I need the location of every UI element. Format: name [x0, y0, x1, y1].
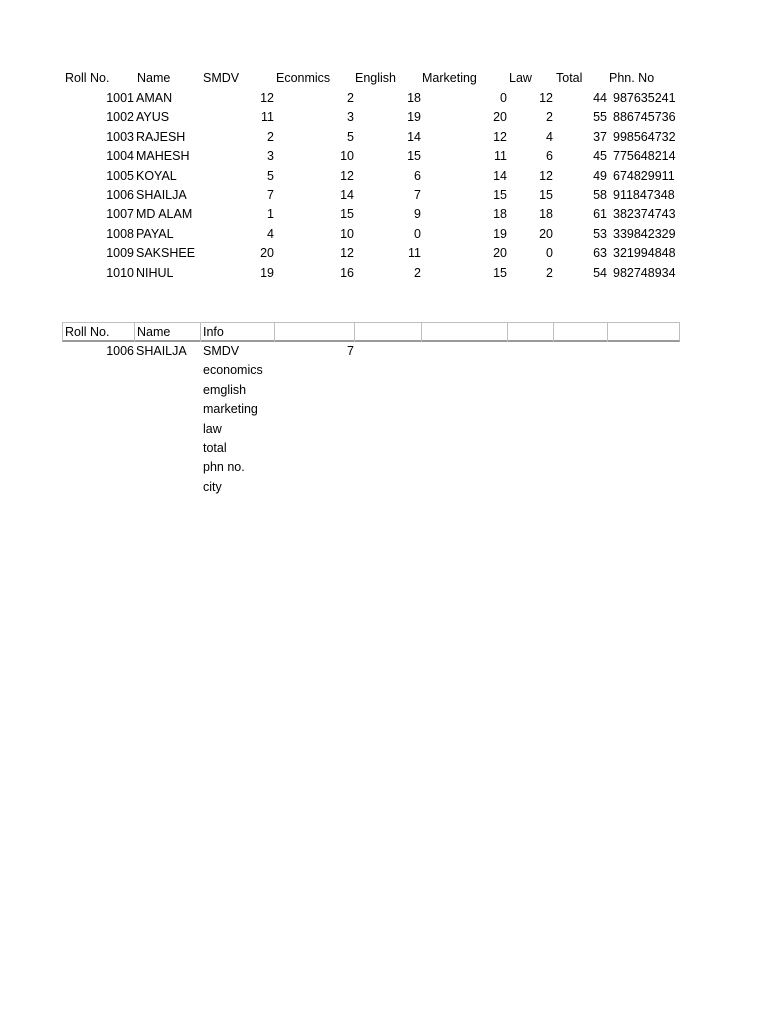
cell-smdv[interactable]: 4 [267, 226, 274, 241]
cell-smdv[interactable]: 2 [267, 129, 274, 144]
cell-english[interactable]: 14 [407, 129, 421, 144]
cell-name[interactable]: NIHUL [136, 265, 174, 280]
cell-smdv[interactable]: 5 [267, 168, 274, 183]
cell-roll-no[interactable]: 1005 [106, 168, 134, 183]
cell-smdv[interactable]: 19 [260, 265, 274, 280]
info-item[interactable]: phn no. [203, 460, 245, 475]
info-item[interactable]: law [203, 421, 222, 436]
info-item[interactable]: economics [203, 363, 263, 378]
cell-smdv[interactable]: 12 [260, 91, 274, 105]
cell-name[interactable]: RAJESH [136, 129, 186, 144]
cell-economics[interactable]: 12 [340, 246, 354, 261]
cell-total[interactable]: 55 [593, 110, 607, 125]
grid-divider [421, 322, 422, 342]
cell-name[interactable]: AYUS [136, 110, 170, 125]
cell-phone[interactable]: 886745736 [613, 110, 676, 125]
cell-english[interactable]: 11 [408, 246, 421, 261]
cell-roll-no[interactable]: 1009 [106, 246, 134, 261]
lookup-header-info: Info [203, 325, 224, 339]
cell-law[interactable]: 18 [539, 207, 553, 222]
cell-phone[interactable]: 998564732 [613, 129, 676, 144]
cell-name[interactable]: KOYAL [136, 168, 177, 183]
cell-marketing[interactable]: 20 [493, 246, 507, 261]
cell-law[interactable]: 6 [546, 149, 553, 164]
cell-total[interactable]: 45 [593, 149, 607, 164]
cell-english[interactable]: 7 [414, 188, 421, 202]
cell-economics[interactable]: 15 [340, 207, 354, 222]
header-law: Law [509, 71, 532, 85]
cell-phone[interactable]: 339842329 [613, 226, 676, 241]
cell-roll-no[interactable]: 1010 [106, 265, 134, 280]
header-english: English [355, 71, 396, 85]
cell-law[interactable]: 20 [539, 226, 553, 241]
cell-total[interactable]: 53 [593, 226, 607, 241]
cell-english[interactable]: 6 [414, 168, 421, 183]
cell-marketing[interactable]: 15 [493, 265, 507, 280]
header-economics: Econmics [276, 71, 331, 85]
info-item[interactable]: total [203, 441, 227, 455]
lookup-name[interactable]: SHAILJA [136, 344, 187, 358]
cell-smdv[interactable]: 3 [267, 149, 274, 164]
header-marketing: Marketing [422, 71, 477, 85]
cell-economics[interactable]: 5 [347, 129, 354, 144]
cell-marketing[interactable]: 15 [493, 188, 507, 202]
cell-english[interactable]: 19 [407, 110, 421, 125]
info-item[interactable]: marketing [203, 402, 258, 417]
header-roll-no: Roll No. [65, 71, 110, 85]
grid-divider [507, 322, 508, 342]
cell-roll-no[interactable]: 1002 [106, 110, 134, 125]
cell-phone[interactable]: 382374743 [613, 207, 676, 222]
cell-economics[interactable]: 12 [340, 168, 354, 183]
cell-phone[interactable]: 674829911 [613, 168, 675, 183]
cell-smdv[interactable]: 1 [267, 207, 274, 222]
cell-english[interactable]: 9 [414, 207, 421, 222]
grid-divider [354, 322, 355, 342]
cell-law[interactable]: 0 [546, 246, 553, 261]
cell-economics[interactable]: 14 [340, 188, 354, 202]
cell-marketing[interactable]: 12 [493, 129, 507, 144]
cell-total[interactable]: 49 [593, 168, 607, 183]
cell-total[interactable]: 54 [593, 265, 607, 280]
cell-phone[interactable]: 911847348 [613, 188, 675, 202]
cell-smdv[interactable]: 11 [261, 110, 274, 125]
cell-marketing[interactable]: 11 [494, 149, 507, 164]
cell-name[interactable]: SHAILJA [136, 188, 187, 202]
cell-phone[interactable]: 982748934 [613, 265, 676, 280]
cell-roll-no[interactable]: 1003 [106, 129, 134, 144]
cell-economics[interactable]: 10 [340, 149, 354, 164]
cell-law[interactable]: 2 [546, 265, 553, 280]
cell-law[interactable]: 12 [539, 91, 553, 105]
cell-total[interactable]: 61 [593, 207, 607, 222]
cell-total[interactable]: 37 [593, 129, 607, 144]
header-name: Name [137, 71, 171, 85]
cell-law[interactable]: 12 [539, 168, 553, 183]
cell-english[interactable]: 0 [414, 226, 421, 241]
info-item[interactable]: city [203, 479, 222, 494]
grid-divider [553, 322, 554, 342]
lookup-result-value[interactable]: 7 [347, 344, 354, 358]
cell-marketing[interactable]: 18 [493, 207, 507, 222]
grid-divider [134, 322, 135, 342]
cell-roll-no[interactable]: 1008 [106, 226, 134, 241]
lookup-header-name: Name [137, 325, 171, 339]
info-item[interactable]: emglish [203, 382, 247, 397]
cell-economics[interactable]: 3 [347, 110, 354, 125]
cell-marketing[interactable]: 20 [493, 110, 507, 125]
info-item[interactable]: SMDV [203, 344, 240, 358]
grid-divider [607, 322, 608, 342]
cell-name[interactable]: PAYAL [136, 226, 174, 241]
cell-marketing[interactable]: 19 [493, 226, 507, 241]
cell-roll-no[interactable]: 1007 [106, 207, 134, 222]
header-total: Total [556, 71, 583, 85]
cell-phone[interactable]: 321994848 [613, 246, 676, 261]
cell-roll-no[interactable]: 1004 [106, 149, 134, 164]
cell-total[interactable]: 44 [593, 91, 607, 105]
cell-roll-no[interactable]: 1006 [106, 188, 134, 202]
cell-name[interactable]: AMAN [136, 91, 173, 105]
cell-name[interactable]: MAHESH [136, 149, 190, 164]
cell-law[interactable]: 2 [546, 110, 553, 125]
cell-english[interactable]: 2 [414, 265, 421, 280]
grid-divider [274, 322, 275, 342]
header-smdv: SMDV [203, 71, 240, 85]
cell-english[interactable]: 18 [407, 91, 421, 105]
cell-marketing[interactable]: 0 [500, 91, 507, 105]
cell-english[interactable]: 15 [407, 149, 421, 164]
cell-economics[interactable]: 10 [340, 226, 354, 241]
cell-phone[interactable]: 987635241 [613, 91, 676, 105]
cell-economics[interactable]: 2 [347, 91, 354, 105]
header-phone: Phn. No [609, 71, 655, 85]
cell-law[interactable]: 4 [546, 129, 553, 144]
lookup-header-roll-no: Roll No. [65, 325, 110, 339]
cell-total[interactable]: 58 [593, 188, 607, 202]
cell-phone[interactable]: 775648214 [613, 149, 676, 164]
cell-law[interactable]: 15 [539, 188, 553, 202]
cell-name[interactable]: MD ALAM [136, 207, 193, 222]
cell-smdv[interactable]: 20 [260, 246, 274, 261]
cell-total[interactable]: 63 [593, 246, 607, 261]
grid-divider [200, 322, 201, 342]
cell-economics[interactable]: 16 [340, 265, 354, 280]
lookup-roll-no[interactable]: 1006 [106, 344, 134, 358]
cell-name[interactable]: SAKSHEE [136, 246, 196, 261]
cell-roll-no[interactable]: 1001 [106, 91, 134, 105]
cell-smdv[interactable]: 7 [267, 188, 274, 202]
cell-marketing[interactable]: 14 [493, 168, 507, 183]
